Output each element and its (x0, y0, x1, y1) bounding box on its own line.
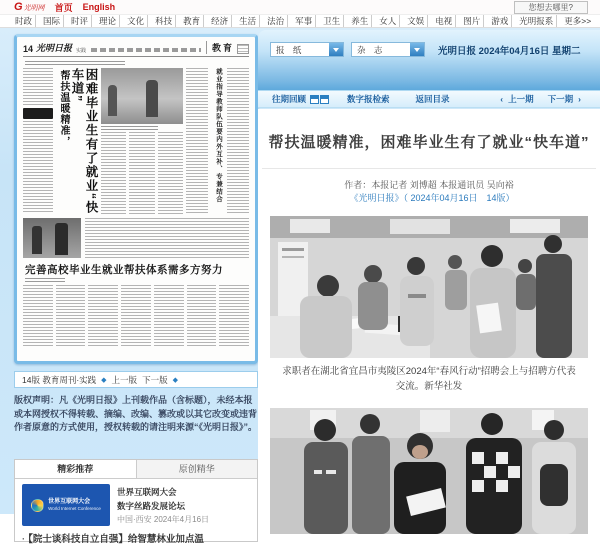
kicker-line-placeholder (25, 61, 125, 66)
prev-issue-link[interactable]: 上一期 (508, 94, 534, 104)
chevron-down-icon[interactable] (329, 43, 343, 56)
gmw-logo[interactable] (14, 2, 45, 13)
magazine-select[interactable] (351, 42, 425, 57)
main-area (0, 28, 600, 545)
byline-placeholder (25, 278, 65, 282)
newspaper-top-section (23, 68, 249, 214)
section-label: 教育 (206, 41, 234, 54)
chevron-down-icon[interactable] (410, 43, 424, 56)
nav-item[interactable]: 女人 (371, 15, 399, 27)
back-to-contents-link[interactable]: 返回目录 (415, 94, 450, 104)
black-badge (23, 108, 53, 119)
photo-caption: 求职者在湖北省宜昌市夷陵区2024年“春风行动”招聘会上与招聘方代表交流。新华社发 (282, 366, 576, 393)
byline-authors: 作者：本报记者 刘博超 本报通讯员 吴向裕 (344, 180, 514, 190)
text-placeholder (158, 132, 183, 214)
newspaper-photo-2 (23, 218, 81, 258)
text-column (186, 68, 208, 214)
text-columns (101, 132, 183, 214)
nav-item[interactable]: 光明报系 (511, 15, 556, 27)
nav-item[interactable]: 养生 (343, 15, 371, 27)
wic-logo-title: 世界互联网大会 (48, 498, 91, 505)
text-placeholder (187, 285, 217, 347)
nav-item[interactable]: 经济 (203, 15, 231, 27)
nav-item[interactable]: 图片 (455, 15, 483, 27)
headline-kicker: 帮扶温暖精准， (58, 70, 69, 147)
news-list-item-text: 【院士谈科技自立自强】给智慧林业加点温 (28, 534, 204, 545)
newspaper-photo-1 (101, 68, 183, 124)
text-placeholder (219, 285, 249, 347)
headline-main: 困难毕业生有了就业“快车道” (70, 68, 98, 214)
newspaper-page-image[interactable] (14, 34, 258, 364)
english-link[interactable]: English (82, 2, 116, 12)
center-column (101, 68, 183, 214)
nav-item[interactable]: 科技 (147, 15, 175, 27)
vertical-headline (56, 68, 98, 214)
digital-search-link[interactable]: 数字报检索 (347, 94, 390, 104)
divider (262, 168, 596, 169)
mid-headline: 完善高校毕业生就业帮扶体系需多方努力 (25, 265, 223, 276)
article-content (258, 109, 600, 514)
epaper-toolbar (258, 30, 600, 90)
page-navigation-bar (14, 371, 258, 388)
site-header (0, 0, 600, 14)
promo-item[interactable] (15, 479, 257, 529)
next-issue-link[interactable]: 下一期 (547, 94, 574, 104)
nav-item[interactable]: 时政 (15, 16, 33, 26)
page-number: 14 (23, 44, 34, 54)
newspaper-bottom-section (23, 218, 249, 347)
diamond-icon: ◆ (172, 376, 178, 384)
vertical-headline-right: 就业指导教师队伍要内外互补、专兼结合 (215, 68, 222, 203)
nav-item[interactable]: 教育 (175, 15, 203, 27)
edition-label: 实践 (76, 48, 87, 54)
text-placeholder (23, 121, 53, 214)
text-placeholder (23, 285, 53, 347)
tab-featured[interactable]: 精彩推荐 (15, 460, 136, 478)
newspaper-header (23, 41, 249, 57)
nav-item[interactable]: 卫生 (315, 15, 343, 27)
nav-item[interactable]: 理论 (91, 15, 119, 27)
text-placeholder (129, 132, 154, 214)
article-photo-1 (270, 216, 588, 358)
tab-original[interactable]: 原创精华 (136, 460, 258, 478)
diamond-icon: ◆ (101, 376, 107, 384)
nav-item[interactable]: 电视 (427, 15, 455, 27)
bullet: · (22, 534, 26, 545)
home-link[interactable]: 首页 (54, 2, 73, 13)
paper-select-value: 报 纸 (276, 44, 305, 55)
recommendation-panel (14, 459, 258, 545)
issue-date: 光明日报 2024年04月16日 星期二 (438, 45, 581, 57)
section-box (237, 44, 249, 54)
byline-source: 《光明日报》（ 2024年04月16日 14版） (349, 193, 515, 203)
prev-arrow-icon: ‹ (500, 94, 504, 104)
wic-logo (22, 484, 110, 526)
article-byline (258, 178, 600, 204)
magazine-select-value: 杂 志 (357, 44, 386, 55)
copyright-statement: 版权声明：凡《光明日报》上刊载作品（含标题），未经本报或本网授权不得转载、摘编、改编、篡改或以其它改变或违背作者原意的方式使用，授权转载的请注明来源“《光明日报》”。 (14, 395, 258, 432)
caption-placeholder (101, 126, 158, 130)
past-issues-link[interactable]: 往期回顾 (272, 94, 307, 104)
promo-line3: 中国·西安 2024年4月16日 (117, 514, 210, 524)
news-list-item[interactable] (15, 529, 257, 547)
text-column (227, 68, 249, 214)
nav-item[interactable]: 国际 (35, 15, 63, 27)
wic-swirl-icon (31, 499, 44, 512)
epaper-toolbar-secondary (258, 90, 600, 108)
nav-item[interactable]: 文化 (119, 15, 147, 27)
promo-line1: 世界互联网大会 (117, 486, 177, 497)
logo-text: 光明网 (23, 4, 45, 12)
nav-item[interactable]: 时评 (63, 15, 91, 27)
nav-item[interactable]: 法治 (259, 15, 287, 27)
logo-g-mark: G (14, 0, 23, 13)
next-page-link[interactable]: 下一版 (142, 374, 168, 385)
nav-item[interactable]: 文娱 (399, 15, 427, 27)
text-placeholder (88, 285, 118, 347)
nav-item[interactable]: 游戏 (483, 15, 511, 27)
nav-item[interactable]: 军事 (287, 15, 315, 27)
page-label: 14版 教育周刊·实践 (22, 374, 97, 385)
text-placeholder (121, 285, 151, 347)
wic-logo-subtitle: World Internet Conference (48, 505, 101, 511)
text-placeholder (101, 132, 126, 214)
text-placeholder (23, 68, 53, 106)
next-arrow-icon: › (578, 94, 581, 104)
panel-tabs (15, 460, 257, 479)
text-placeholder (85, 218, 249, 258)
main-nav (0, 14, 600, 28)
article-photo-2 (270, 408, 588, 534)
promo-line2: 数字丝路发展论坛 (117, 500, 186, 511)
paper-select[interactable] (270, 42, 344, 57)
nav-item-more[interactable]: 更多>> (556, 15, 594, 27)
calendar-icon[interactable] (310, 95, 329, 104)
text-placeholder (56, 285, 86, 347)
article-title: 帮扶温暖精准，困难毕业生有了就业“快车道” (268, 134, 590, 151)
text-columns (23, 285, 249, 347)
text-column (23, 68, 53, 214)
nav-item[interactable]: 生活 (231, 15, 259, 27)
dateline-placeholder (91, 48, 201, 52)
text-placeholder (154, 285, 184, 347)
prev-page-link[interactable]: 上一版 (111, 374, 138, 385)
masthead: 光明日报 (36, 43, 73, 53)
where-to-go-button[interactable]: 您想去哪里? (514, 1, 588, 14)
